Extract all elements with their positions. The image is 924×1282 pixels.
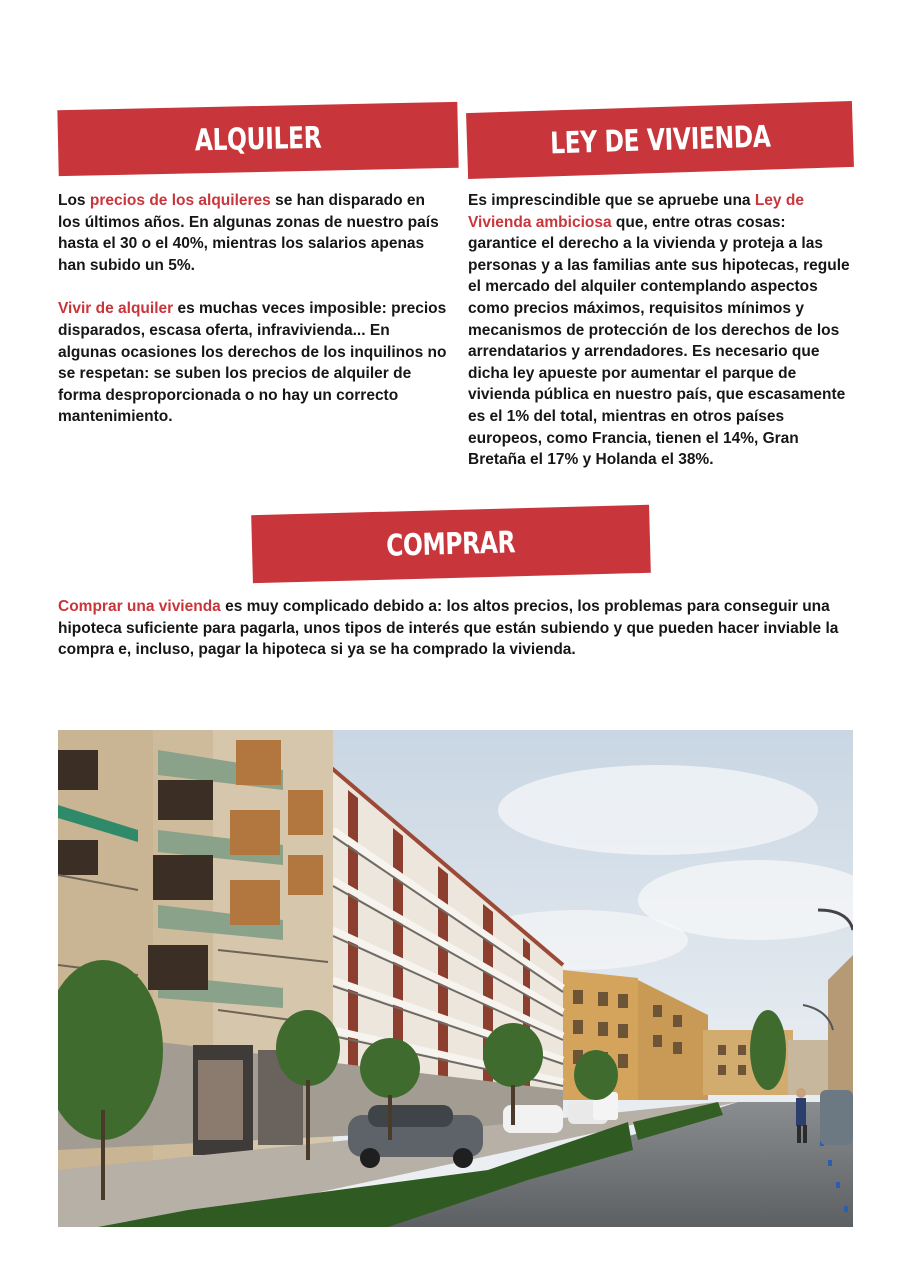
alquiler-p2-after: es muchas veces imposible: precios disparados, escasa oferta, infravivienda... En algunas ocasiones los derechos de los inquilinos no se respetan: se suben los precios de alquiler de forma desproporcionada o no hay un correcto mantenimiento. — [58, 300, 447, 426]
ley-p1-highlight: Ley de Vivienda ambiciosa — [468, 192, 804, 231]
alquiler-paragraph-1 — [58, 190, 450, 276]
alquiler-p1-highlight: precios de los alquileres — [89, 192, 271, 209]
comprar-p1-after: es muy complicado debido a: los altos precios, los problemas para conseguir una hipoteca suficiente para pagarla, unos tipos de interés que están subiendo y que pueden hacer inviable la compra e, incluso, pagar la hipoteca si ya se ha comprado la vivienda. — [58, 598, 839, 659]
comprar-title: COMPRAR — [386, 524, 516, 564]
ley-vivienda-title: LEY DE VIVIENDA — [549, 119, 771, 161]
comprar-paragraph-1 — [58, 596, 858, 661]
alquiler-paragraph-2 — [58, 298, 450, 428]
alquiler-p2-highlight: Vivir de alquiler — [58, 300, 174, 318]
alquiler-banner — [57, 102, 458, 176]
ley-vivienda-body — [468, 190, 854, 471]
alquiler-p1-after: se han disparado en los últimos años. En algunas zonas de nuestro país hasta el 30 o el 40%, mientras los salarios apenas han subido un 5%. — [58, 192, 439, 274]
ley-p1-before: Es imprescindible que se apruebe una — [468, 192, 755, 209]
ley-paragraph-1 — [468, 190, 854, 471]
comprar-body — [58, 596, 858, 661]
comprar-p1-highlight: Comprar una vivienda — [58, 598, 221, 615]
alquiler-p1-before: Los — [58, 192, 90, 209]
ley-vivienda-banner — [466, 101, 854, 179]
street-photo — [58, 730, 853, 1227]
alquiler-title: ALQUILER — [194, 120, 322, 158]
comprar-banner — [251, 505, 651, 583]
ley-p1-after: que, entre otras cosas: garantice el derecho a la vivienda y proteja a las personas y a las familias ante sus hipotecas, regule el mercado del alquiler contemplando aspectos como precios máximos, requisitos mínimos y mecanismos de protección de los derechos de los arrendatarios y arrendadores. Es necesario que dicha ley apueste por aumentar el parque de vivienda pública en nuestro país, que escasamente es el 1% del total, mientras en otros países europeos, como Francia, tienen el 14%, Gran Bretaña el 17% y Holanda el 38%. — [468, 213, 850, 469]
alquiler-body — [58, 190, 450, 428]
